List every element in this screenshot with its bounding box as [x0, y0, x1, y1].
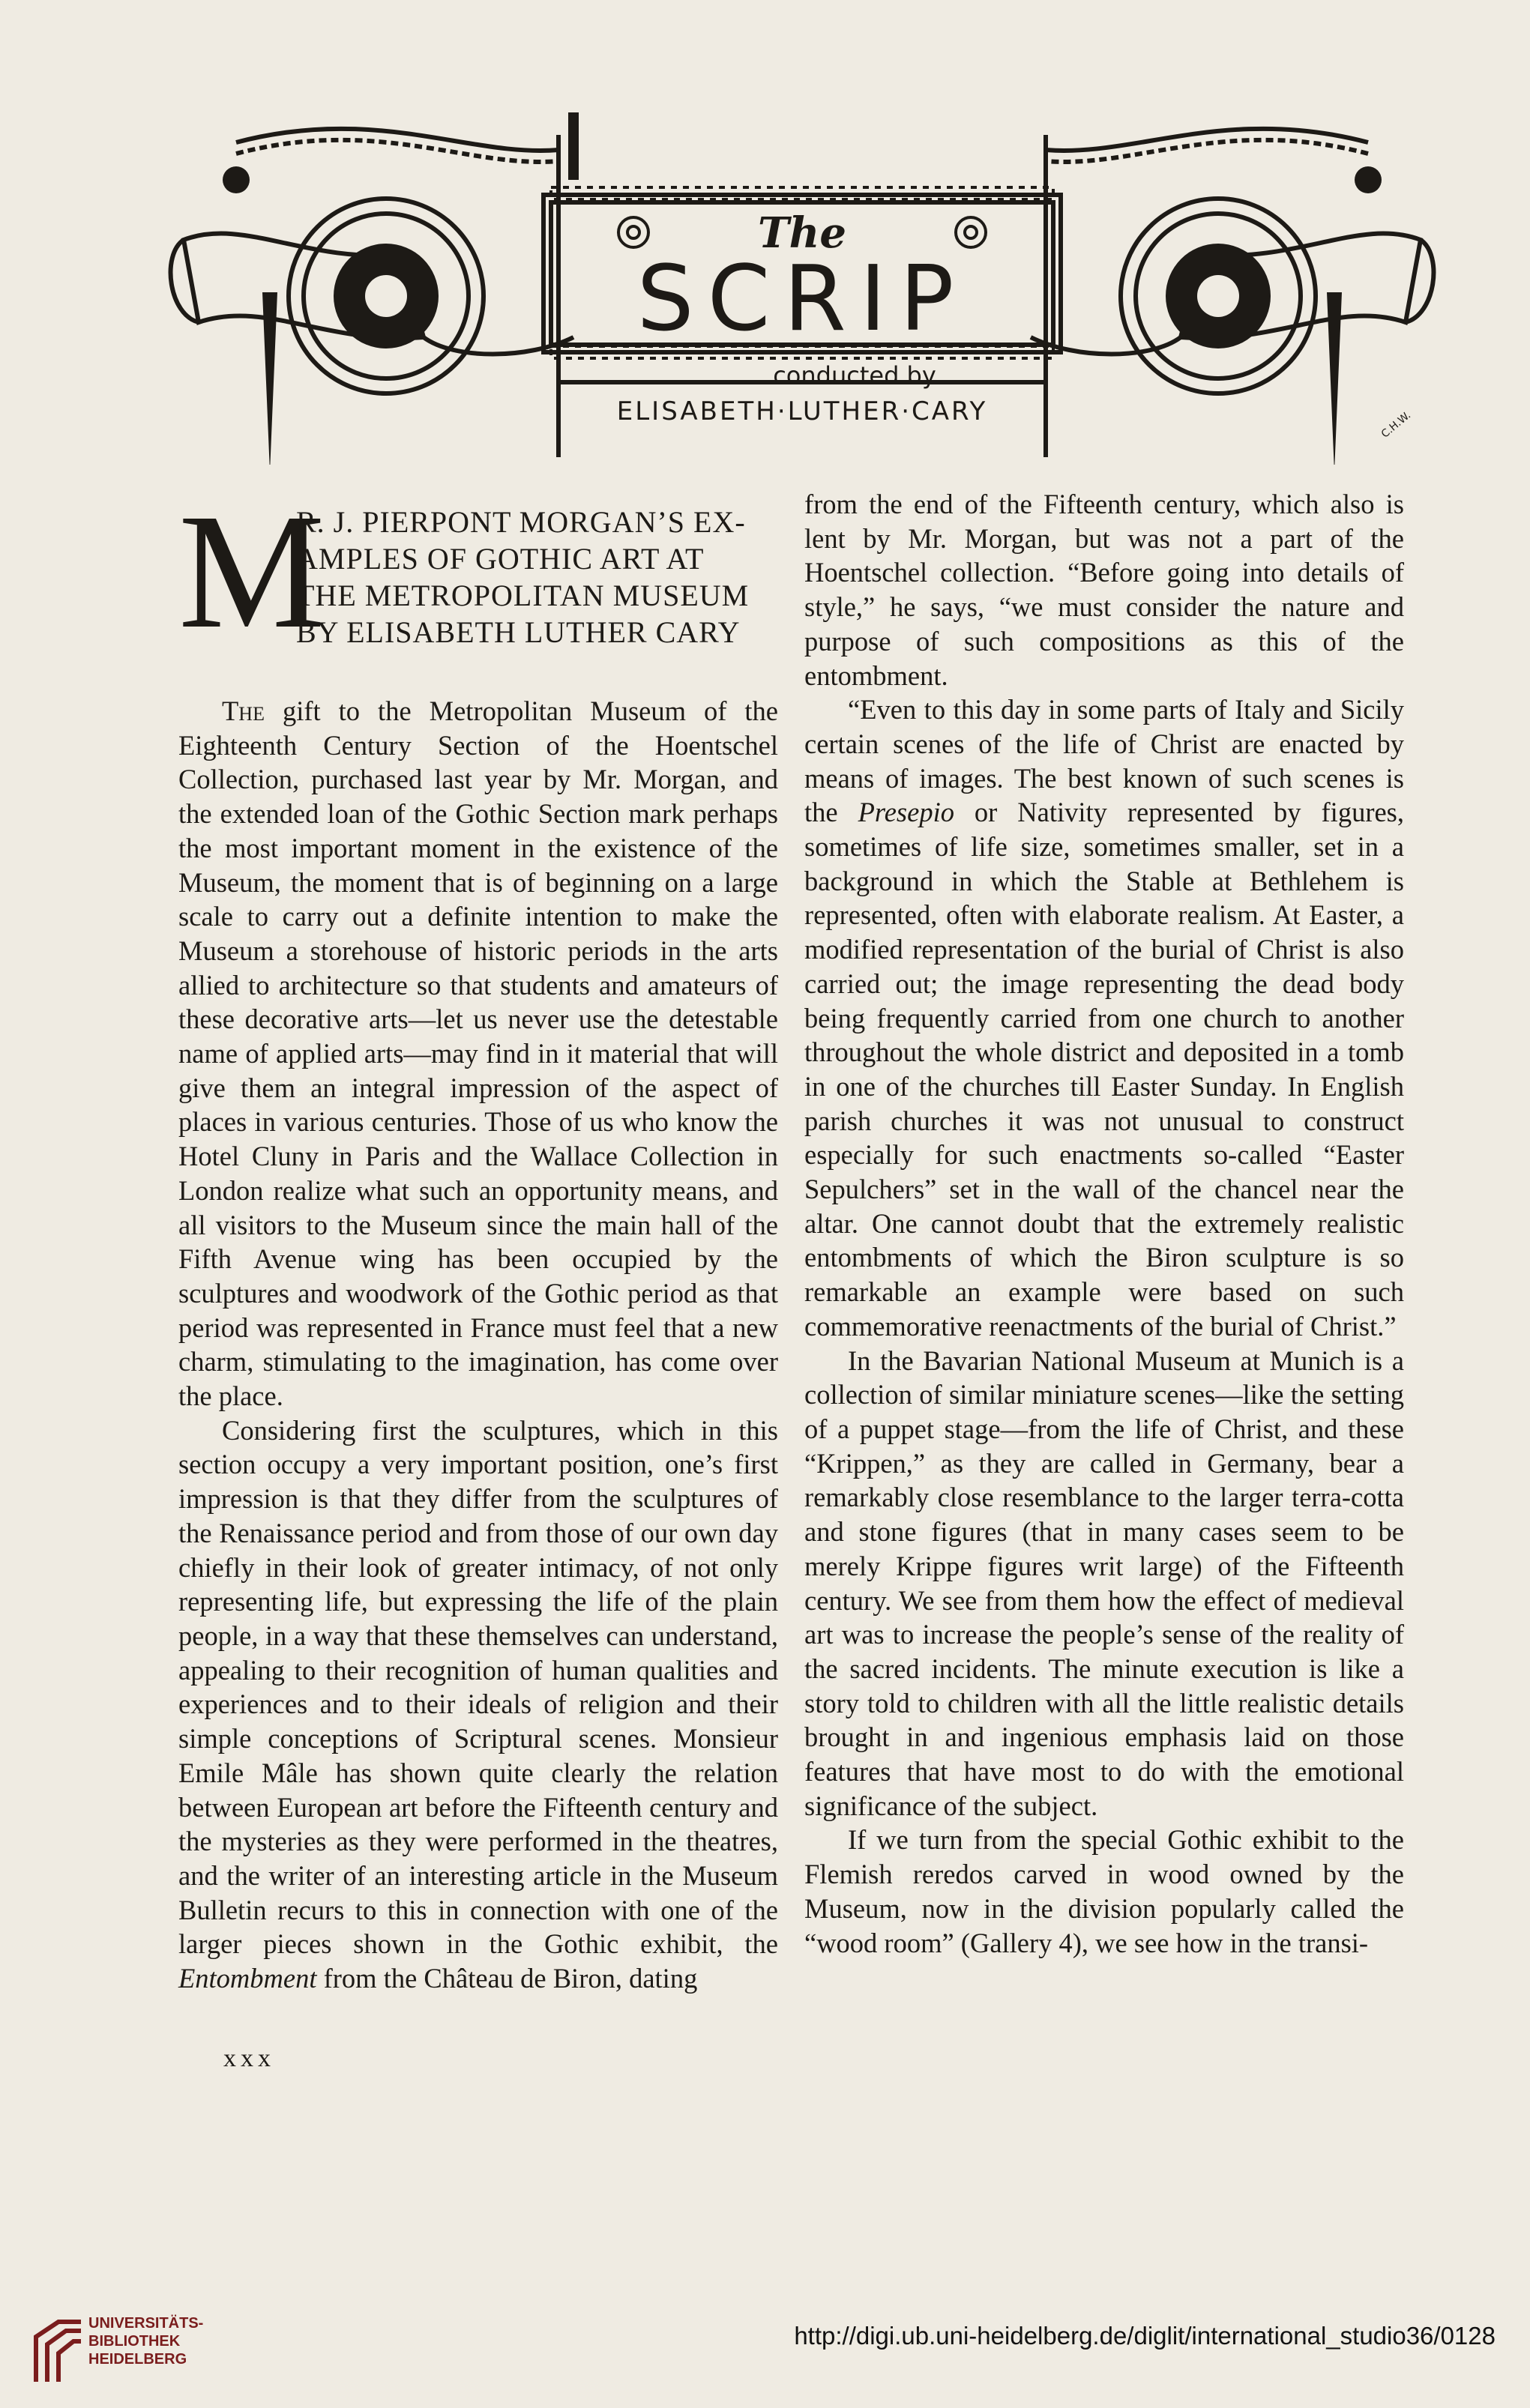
headline-line-4: BY ELISABETH LUTHER CARY	[296, 615, 741, 649]
paragraph-4: In the Bavarian National Museum at Munich is a collection of similar miniature scenes—like the setting of a puppet stage—from the life of Christ, and these “Krippen,” as they are called in Germany, bear a remarkably close resemblance to the larger terra-cotta and stone figures (that in many cases seem to be merely Krippe figures writ large) of the Fifteenth century. We see from them how the effect of medieval art was to increase the people’s sense of the reality of the sacred incidents. The minute execution is like a story told to children with all the little realistic details brought in and ingenious emphasis laid on those features that have most to do with the emotional significance of the subject.	[804, 1345, 1404, 1821]
library-name-line-2: BIBLIOTHEK	[88, 2333, 181, 2350]
paragraph-2	[178, 1413, 778, 1996]
paragraph-5: If we turn from the special Gothic exhibit to the Flemish reredos carved in wood owned by the Museum, now in the division popularly called the “wood room” (Gallery 4), we see how in the transi-	[804, 1824, 1404, 1958]
masthead-title: SCRIP	[636, 247, 968, 351]
paragraph-2-italic: Entombment	[178, 1963, 317, 1994]
paragraph-1-text: gift to the Metropolitan Museum of the Eighteenth Century Section of the Hoentschel Collection, purchased last year by Mr. Morgan, and the extended loan of the Gothic Section mark perhaps the most important moment in the existence of the Museum, the moment that is of beginning on a large scale to carry out a definite intention to make the Museum a storehouse of historic periods in the arts allied to architecture so that students and amateurs of these decorative arts—let us never use the detestable name of applied arts—may find in it material that will give them an integral impression of the aspect of places in various centuries. Those of us who know the Hotel Cluny in Paris and the Wallace Collection in London realize what such an opportunity means, and all visitors to the Museum since the main hall of the Fifth Avenue wing has been occupied by the sculptures and woodwork of the Gothic period as that period was represented in France must feel that a new charm, stimulating to the imagination, has come over the place.	[178, 695, 778, 1412]
left-column	[178, 480, 778, 1996]
headline-line-2: AMPLES OF GOTHIC ART AT	[296, 542, 705, 576]
paragraph-3	[804, 692, 1404, 1343]
article-heading	[178, 480, 778, 663]
library-name-line-3: HEIDELBERG	[88, 2351, 187, 2368]
right-column	[804, 487, 1404, 1960]
headline-line-3: THE METROPOLITAN MUSEUM	[296, 579, 750, 612]
lead-word: The	[222, 695, 265, 726]
paragraph-2-continued: from the end of the Fifteenth century, which also is lent by Mr. Morgan, but was not a part of the Hoentschel collection. “Before going into details of style,” he says, “we must consider the nature and purpose of such compositions as this of the entombment.	[804, 489, 1404, 691]
library-footer	[0, 2283, 1530, 2408]
paragraph-3-end: or Nativity represented by figures, sometimes of life size, sometimes smaller, set in a background in which the Stable at Bethlehem is represented, often with elaborate realism. At Easter, a modified representation of the burial of Christ is also carried out; the image representing the dead body being frequently carried from one church to another throughout the whole district and deposited in a tomb in one of the churches till Easter Sunday. In English parish churches it was not unusual to construct especially for such enactments so-called “Easter Sepulchers” set in the wall of the chancel near the altar. One cannot doubt that the extremely realistic entombments of which the Biron sculpture is so remarkable an example were based on such commemorative reenactments of the burial of Christ.”	[804, 797, 1405, 1342]
page-folio: xxx	[223, 2045, 275, 2072]
headline-line-1: R. J. PIERPONT MORGAN’S EX-	[296, 505, 746, 539]
paragraph-3-italic: Presepio	[858, 797, 954, 828]
masthead-banner	[154, 112, 1451, 465]
library-name	[88, 2314, 203, 2368]
drop-cap: M	[178, 480, 325, 663]
paragraph-2-end: from the Château de Biron, dating	[316, 1963, 698, 1994]
paragraph-1	[178, 694, 778, 1413]
source-url-link[interactable]: http://digi.ub.uni-heidelberg.de/diglit/international_studio36/0128	[794, 2322, 1496, 2350]
masthead-signature: C.H.W.	[1379, 409, 1414, 441]
paragraph-2-text: Considering first the sculptures, which in this section occupy a very important position, one’s first impression is that they differ from the sculptures of the Renaissance period and from those of our own day chiefly in their look of greater intimacy, of not only representing life, but expressing the life of the plain people, in a way that these themselves can understand, appealing to their recognition of human qualities and experiences and to their ideals of religion and their simple conceptions of Scriptural scenes. Monsieur Emile Mâle has shown quite clearly the relation between European art before the Fifteenth century and the mysteries as they were performed in the theatres, and the writer of an interesting article in the Museum Bulletin recurs to this in connection with one of the larger pieces shown in the Gothic exhibit, the	[178, 1414, 778, 1960]
library-name-line-1: UNIVERSITÄTS-	[88, 2315, 204, 2332]
article-headline	[296, 504, 778, 651]
paragraph-3-text: “Even to this day in some parts of Italy and Sicily certain scenes of the life of Christ are enacted by means of images. The best known of such scenes is the	[804, 694, 1404, 828]
masthead-conducted-by: conducted by	[773, 361, 936, 390]
masthead-editor: ELISABETH·LUTHER·CARY	[616, 396, 988, 426]
masthead-the: The	[757, 208, 847, 258]
